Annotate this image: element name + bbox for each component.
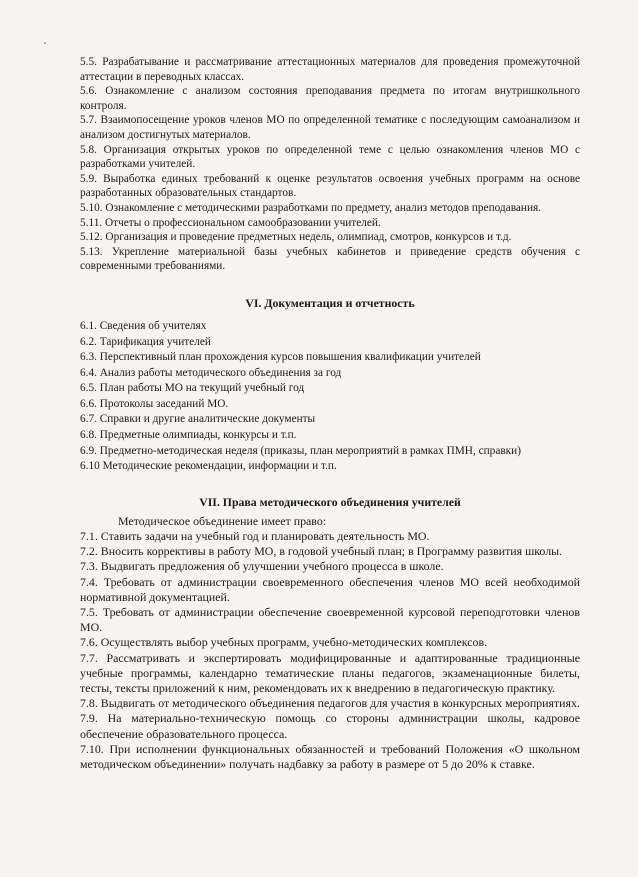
section-7-intro: Методическое объединение имеет право: [118,513,327,528]
item-5-11: 5.11. Отчеты о профессиональном самообразовании учителей. [80,216,381,229]
item-7-5: 7.5. Требовать от администрации обеспечение своевременной курсовой переподготовки членов МО. [80,605,580,635]
item-6-3: 6.3. Перспективный план прохождения курсов повышения квалификации учителей [80,351,481,364]
item-6-2: 6.2. Тарификация учителей [80,335,211,348]
item-6-7: 6.7. Справки и другие аналитические документы [80,413,316,426]
section-7-heading: VII. Права методического объединения учителей [199,494,461,509]
section-5-list [80,55,580,274]
item-5-5: 5.5. Разрабатывание и рассматривание аттестационных материалов для проведения промежуточной аттестации в переводных классах. [80,56,580,83]
item-6-9: 6.9. Предметно-методическая неделя (приказы, план мероприятий в рамках ПМН, справки) [80,444,521,457]
item-6-1: 6.1. Сведения об учителях [80,319,207,332]
item-6-8: 6.8. Предметные олимпиады, конкурсы и т.п. [80,429,297,442]
item-7-2: 7.2. Вносить коррективы в работу МО, в годовой учебный план; в Программу развития школы. [80,544,563,559]
item-6-4: 6.4. Анализ работы методического объединения за год [80,366,342,379]
section-6-heading: VI. Документация и отчетность [245,295,415,310]
item-7-10: 7.10. При исполнении функциональных обязанностей и требований Положения «О школьном методическом объединении» получать надбавку за работу в размере от 5 до 20% к ставке. [80,741,580,772]
item-5-8: 5.8. Организация открытых уроков по определенной теме с целью ознакомления членов МО с разработками учителей. [80,143,580,171]
scan-speck [44,42,46,44]
item-7-6: 7.6. Осуществлять выбор учебных программ, учебно-методических комплексов. [80,635,488,650]
item-5-10: 5.10. Ознакомление с методическими разработками по предмету, анализ методов преподавания. [80,201,542,214]
item-7-4: 7.4. Требовать от администрации своевременного обеспечения членов МО всей необходимой нормативной документацией. [80,574,580,604]
item-5-6: 5.6. Ознакомление с анализом состояния преподавания предмета по итогам внутришкольного контроля. [80,85,580,112]
item-7-7: 7.7. Рассматривать и экспертировать модифицированные и адаптированные традиционные учебные программы, календарно тематические планы педагогов, экзаменационные билеты, тесты, тексты приложений к ним, рекомендовать их к внедрению в педагогическую практику. [80,650,580,696]
item-7-3: 7.3. Выдвигать предложения об улучшении учебного процесса в школе. [80,559,444,574]
item-6-10: 6.10 Методические рекомендации, информации и т.п. [80,460,337,473]
item-6-5: 6.5. План работы МО на текущий учебный год [80,382,305,395]
item-5-9: 5.9. Выработка единых требований к оценке результатов освоения учебных программ на основе разработанных образовательных стандартов. [80,172,580,200]
section-6-list [80,319,580,475]
item-5-7: 5.7. Взаимопосещение уроков членов МО по определенной тематике с последующим самоанализом и анализом достигнутых материалов. [80,114,580,141]
item-6-6: 6.6. Протоколы заседаний МО. [80,397,229,410]
item-7-9: 7.9. На материально-техническую помощь со стороны администрации школы, кадровое обеспечение образовательного процесса. [80,711,580,741]
item-7-8: 7.8. Выдвигать от методического объединения педагогов для участия в конкурсных мероприятиях. [80,696,580,711]
item-5-12: 5.12. Организация и проведение предметных недель, олимпиад, смотров, конкурсов и т.д. [80,231,512,244]
item-7-1: 7.1. Ставить задачи на учебный год и планировать деятельность МО. [80,529,430,544]
item-5-13: 5.13. Укрепление материальной базы учебных кабинетов и приведение средств обучения с современными требованиями. [80,245,580,273]
section-7-list [80,514,580,772]
